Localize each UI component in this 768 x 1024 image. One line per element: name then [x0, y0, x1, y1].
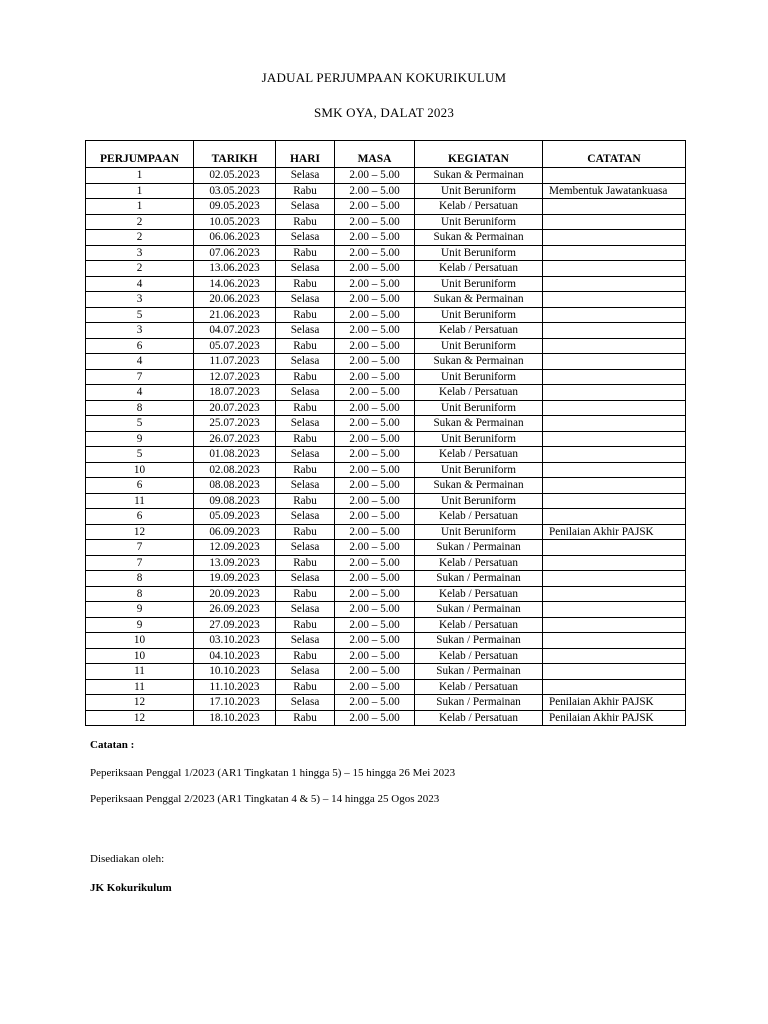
- cell-perjumpaan: 1: [86, 199, 194, 215]
- cell-tarikh: 09.05.2023: [194, 199, 276, 215]
- cell-perjumpaan: 1: [86, 183, 194, 199]
- cell-perjumpaan: 2: [86, 214, 194, 230]
- cell-kegiatan: Unit Beruniform: [415, 431, 543, 447]
- cell-perjumpaan: 7: [86, 369, 194, 385]
- cell-tarikh: 04.07.2023: [194, 323, 276, 339]
- cell-masa: 2.00 – 5.00: [335, 586, 415, 602]
- notes-heading: Catatan :: [90, 739, 135, 751]
- cell-catatan: [543, 245, 686, 261]
- table-row: [86, 369, 686, 385]
- cell-catatan: [543, 292, 686, 308]
- cell-masa: 2.00 – 5.00: [335, 385, 415, 401]
- cell-tarikh: 01.08.2023: [194, 447, 276, 463]
- cell-catatan: Penilaian Akhir PAJSK: [543, 695, 686, 711]
- cell-perjumpaan: 3: [86, 245, 194, 261]
- cell-kegiatan: Sukan / Permainan: [415, 695, 543, 711]
- cell-masa: 2.00 – 5.00: [335, 354, 415, 370]
- cell-kegiatan: Kelab / Persatuan: [415, 385, 543, 401]
- table-row: [86, 633, 686, 649]
- cell-kegiatan: Unit Beruniform: [415, 307, 543, 323]
- cell-kegiatan: Kelab / Persatuan: [415, 648, 543, 664]
- cell-catatan: [543, 230, 686, 246]
- table-row: [86, 602, 686, 618]
- cell-perjumpaan: 4: [86, 276, 194, 292]
- cell-hari: Selasa: [276, 168, 335, 184]
- cell-catatan: [543, 447, 686, 463]
- cell-tarikh: 25.07.2023: [194, 416, 276, 432]
- table-row: [86, 679, 686, 695]
- cell-catatan: [543, 493, 686, 509]
- table-row: [86, 214, 686, 230]
- cell-hari: Rabu: [276, 648, 335, 664]
- cell-masa: 2.00 – 5.00: [335, 540, 415, 556]
- cell-catatan: [543, 509, 686, 525]
- cell-kegiatan: Sukan / Permainan: [415, 664, 543, 680]
- cell-catatan: Penilaian Akhir PAJSK: [543, 524, 686, 540]
- cell-catatan: [543, 602, 686, 618]
- schedule-table-body: [86, 168, 686, 726]
- table-row: [86, 710, 686, 726]
- cell-perjumpaan: 10: [86, 462, 194, 478]
- cell-catatan: [543, 586, 686, 602]
- cell-masa: 2.00 – 5.00: [335, 400, 415, 416]
- table-row: [86, 617, 686, 633]
- cell-tarikh: 07.06.2023: [194, 245, 276, 261]
- table-row: [86, 338, 686, 354]
- table-row: [86, 168, 686, 184]
- cell-catatan: Penilaian Akhir PAJSK: [543, 710, 686, 726]
- cell-hari: Rabu: [276, 338, 335, 354]
- cell-kegiatan: Kelab / Persatuan: [415, 555, 543, 571]
- cell-tarikh: 03.10.2023: [194, 633, 276, 649]
- cell-tarikh: 11.10.2023: [194, 679, 276, 695]
- cell-hari: Selasa: [276, 416, 335, 432]
- cell-perjumpaan: 10: [86, 648, 194, 664]
- table-row: [86, 555, 686, 571]
- cell-tarikh: 18.10.2023: [194, 710, 276, 726]
- cell-tarikh: 09.08.2023: [194, 493, 276, 509]
- cell-perjumpaan: 6: [86, 338, 194, 354]
- cell-catatan: [543, 369, 686, 385]
- cell-hari: Selasa: [276, 509, 335, 525]
- cell-masa: 2.00 – 5.00: [335, 524, 415, 540]
- cell-catatan: [543, 416, 686, 432]
- table-header-row: [86, 141, 686, 168]
- cell-tarikh: 20.09.2023: [194, 586, 276, 602]
- table-row: [86, 695, 686, 711]
- cell-masa: 2.00 – 5.00: [335, 679, 415, 695]
- cell-perjumpaan: 2: [86, 261, 194, 277]
- table-row: [86, 292, 686, 308]
- cell-masa: 2.00 – 5.00: [335, 292, 415, 308]
- cell-masa: 2.00 – 5.00: [335, 617, 415, 633]
- cell-masa: 2.00 – 5.00: [335, 710, 415, 726]
- cell-hari: Selasa: [276, 664, 335, 680]
- cell-hari: Selasa: [276, 261, 335, 277]
- cell-masa: 2.00 – 5.00: [335, 648, 415, 664]
- cell-masa: 2.00 – 5.00: [335, 199, 415, 215]
- cell-kegiatan: Sukan / Permainan: [415, 540, 543, 556]
- cell-tarikh: 05.07.2023: [194, 338, 276, 354]
- cell-hari: Rabu: [276, 555, 335, 571]
- cell-catatan: [543, 679, 686, 695]
- cell-hari: Rabu: [276, 183, 335, 199]
- cell-tarikh: 08.08.2023: [194, 478, 276, 494]
- cell-catatan: [543, 354, 686, 370]
- cell-perjumpaan: 11: [86, 679, 194, 695]
- cell-hari: Rabu: [276, 586, 335, 602]
- cell-kegiatan: Unit Beruniform: [415, 369, 543, 385]
- cell-tarikh: 11.07.2023: [194, 354, 276, 370]
- cell-tarikh: 02.05.2023: [194, 168, 276, 184]
- table-row: [86, 586, 686, 602]
- cell-kegiatan: Sukan & Permainan: [415, 168, 543, 184]
- table-row: [86, 664, 686, 680]
- cell-kegiatan: Kelab / Persatuan: [415, 447, 543, 463]
- cell-hari: Rabu: [276, 400, 335, 416]
- cell-kegiatan: Kelab / Persatuan: [415, 509, 543, 525]
- table-row: [86, 648, 686, 664]
- header-kegiatan: KEGIATAN: [415, 141, 543, 168]
- cell-perjumpaan: 9: [86, 602, 194, 618]
- cell-kegiatan: Kelab / Persatuan: [415, 710, 543, 726]
- table-row: [86, 524, 686, 540]
- cell-catatan: [543, 540, 686, 556]
- cell-tarikh: 05.09.2023: [194, 509, 276, 525]
- cell-tarikh: 17.10.2023: [194, 695, 276, 711]
- cell-masa: 2.00 – 5.00: [335, 168, 415, 184]
- header-masa: MASA: [335, 141, 415, 168]
- cell-perjumpaan: 2: [86, 230, 194, 246]
- table-row: [86, 276, 686, 292]
- cell-tarikh: 20.07.2023: [194, 400, 276, 416]
- cell-catatan: [543, 307, 686, 323]
- cell-tarikh: 12.09.2023: [194, 540, 276, 556]
- table-row: [86, 230, 686, 246]
- cell-hari: Selasa: [276, 571, 335, 587]
- cell-catatan: [543, 633, 686, 649]
- cell-kegiatan: Kelab / Persatuan: [415, 323, 543, 339]
- cell-kegiatan: Unit Beruniform: [415, 338, 543, 354]
- header-catatan: CATATAN: [543, 141, 686, 168]
- cell-catatan: [543, 648, 686, 664]
- cell-kegiatan: Kelab / Persatuan: [415, 261, 543, 277]
- table-row: [86, 416, 686, 432]
- cell-hari: Selasa: [276, 199, 335, 215]
- cell-catatan: [543, 478, 686, 494]
- cell-perjumpaan: 7: [86, 555, 194, 571]
- cell-masa: 2.00 – 5.00: [335, 307, 415, 323]
- cell-kegiatan: Sukan / Permainan: [415, 571, 543, 587]
- cell-kegiatan: Sukan & Permainan: [415, 230, 543, 246]
- cell-catatan: [543, 199, 686, 215]
- cell-kegiatan: Unit Beruniform: [415, 400, 543, 416]
- cell-hari: Rabu: [276, 524, 335, 540]
- cell-kegiatan: Unit Beruniform: [415, 493, 543, 509]
- cell-masa: 2.00 – 5.00: [335, 602, 415, 618]
- cell-perjumpaan: 12: [86, 695, 194, 711]
- table-row: [86, 261, 686, 277]
- prepared-by-label: Disediakan oleh:: [90, 853, 165, 865]
- header-tarikh: TARIKH: [194, 141, 276, 168]
- cell-perjumpaan: 11: [86, 493, 194, 509]
- cell-hari: Rabu: [276, 245, 335, 261]
- cell-perjumpaan: 9: [86, 617, 194, 633]
- cell-masa: 2.00 – 5.00: [335, 245, 415, 261]
- cell-masa: 2.00 – 5.00: [335, 431, 415, 447]
- cell-perjumpaan: 8: [86, 586, 194, 602]
- cell-perjumpaan: 9: [86, 431, 194, 447]
- cell-tarikh: 10.05.2023: [194, 214, 276, 230]
- cell-catatan: [543, 276, 686, 292]
- cell-hari: Rabu: [276, 369, 335, 385]
- cell-perjumpaan: 6: [86, 509, 194, 525]
- cell-hari: Selasa: [276, 540, 335, 556]
- note-exam-term-2: Peperiksaan Penggal 2/2023 (AR1 Tingkatan 4 & 5) – 14 hingga 25 Ogos 2023: [90, 793, 440, 805]
- cell-catatan: [543, 214, 686, 230]
- cell-masa: 2.00 – 5.00: [335, 555, 415, 571]
- cell-tarikh: 18.07.2023: [194, 385, 276, 401]
- cell-masa: 2.00 – 5.00: [335, 664, 415, 680]
- table-row: [86, 183, 686, 199]
- cell-masa: 2.00 – 5.00: [335, 338, 415, 354]
- cell-catatan: [543, 168, 686, 184]
- document-subtitle: SMK OYA, DALAT 2023: [313, 105, 455, 120]
- cell-kegiatan: Unit Beruniform: [415, 214, 543, 230]
- cell-catatan: [543, 555, 686, 571]
- cell-kegiatan: Sukan & Permainan: [415, 292, 543, 308]
- cell-hari: Selasa: [276, 292, 335, 308]
- cell-catatan: [543, 462, 686, 478]
- cell-kegiatan: Sukan & Permainan: [415, 416, 543, 432]
- table-row: [86, 509, 686, 525]
- table-row: [86, 571, 686, 587]
- cell-hari: Selasa: [276, 354, 335, 370]
- cell-tarikh: 13.09.2023: [194, 555, 276, 571]
- cell-hari: Rabu: [276, 214, 335, 230]
- cell-catatan: Membentuk Jawatankuasa: [543, 183, 686, 199]
- cell-tarikh: 19.09.2023: [194, 571, 276, 587]
- document-title: JADUAL PERJUMPAAN KOKURIKULUM: [261, 70, 507, 85]
- cell-perjumpaan: 12: [86, 524, 194, 540]
- cell-hari: Selasa: [276, 447, 335, 463]
- cell-hari: Selasa: [276, 633, 335, 649]
- cell-perjumpaan: 5: [86, 307, 194, 323]
- table-row: [86, 400, 686, 416]
- cell-hari: Selasa: [276, 323, 335, 339]
- cell-hari: Selasa: [276, 385, 335, 401]
- cell-perjumpaan: 6: [86, 478, 194, 494]
- cell-tarikh: 27.09.2023: [194, 617, 276, 633]
- cell-perjumpaan: 7: [86, 540, 194, 556]
- cell-tarikh: 26.07.2023: [194, 431, 276, 447]
- cell-catatan: [543, 261, 686, 277]
- cell-masa: 2.00 – 5.00: [335, 695, 415, 711]
- cell-tarikh: 21.06.2023: [194, 307, 276, 323]
- cell-kegiatan: Kelab / Persatuan: [415, 617, 543, 633]
- table-row: [86, 354, 686, 370]
- cell-hari: Rabu: [276, 462, 335, 478]
- cell-kegiatan: Unit Beruniform: [415, 245, 543, 261]
- cell-masa: 2.00 – 5.00: [335, 416, 415, 432]
- cell-catatan: [543, 617, 686, 633]
- cell-hari: Rabu: [276, 493, 335, 509]
- cell-hari: Selasa: [276, 695, 335, 711]
- cell-kegiatan: Kelab / Persatuan: [415, 679, 543, 695]
- cell-catatan: [543, 571, 686, 587]
- cell-catatan: [543, 323, 686, 339]
- schedule-table: [85, 140, 686, 726]
- cell-perjumpaan: 8: [86, 400, 194, 416]
- table-row: [86, 199, 686, 215]
- cell-kegiatan: Sukan / Permainan: [415, 633, 543, 649]
- table-row: [86, 245, 686, 261]
- cell-kegiatan: Unit Beruniform: [415, 524, 543, 540]
- cell-perjumpaan: 12: [86, 710, 194, 726]
- cell-hari: Rabu: [276, 431, 335, 447]
- table-row: [86, 478, 686, 494]
- cell-masa: 2.00 – 5.00: [335, 493, 415, 509]
- cell-hari: Selasa: [276, 478, 335, 494]
- cell-kegiatan: Sukan & Permainan: [415, 354, 543, 370]
- prepared-by-name: JK Kokurikulum: [90, 882, 172, 894]
- cell-tarikh: 10.10.2023: [194, 664, 276, 680]
- cell-perjumpaan: 5: [86, 416, 194, 432]
- cell-kegiatan: Unit Beruniform: [415, 276, 543, 292]
- cell-catatan: [543, 338, 686, 354]
- cell-tarikh: 26.09.2023: [194, 602, 276, 618]
- cell-perjumpaan: 1: [86, 168, 194, 184]
- cell-perjumpaan: 4: [86, 385, 194, 401]
- cell-perjumpaan: 11: [86, 664, 194, 680]
- cell-hari: Selasa: [276, 602, 335, 618]
- cell-kegiatan: Sukan & Permainan: [415, 478, 543, 494]
- cell-masa: 2.00 – 5.00: [335, 462, 415, 478]
- cell-hari: Selasa: [276, 230, 335, 246]
- cell-tarikh: 03.05.2023: [194, 183, 276, 199]
- cell-hari: Rabu: [276, 307, 335, 323]
- cell-masa: 2.00 – 5.00: [335, 478, 415, 494]
- cell-perjumpaan: 4: [86, 354, 194, 370]
- cell-catatan: [543, 385, 686, 401]
- cell-catatan: [543, 400, 686, 416]
- cell-masa: 2.00 – 5.00: [335, 214, 415, 230]
- cell-tarikh: 12.07.2023: [194, 369, 276, 385]
- cell-hari: Rabu: [276, 276, 335, 292]
- table-row: [86, 540, 686, 556]
- table-row: [86, 323, 686, 339]
- cell-tarikh: 02.08.2023: [194, 462, 276, 478]
- note-exam-term-1: Peperiksaan Penggal 1/2023 (AR1 Tingkatan 1 hingga 5) – 15 hingga 26 Mei 2023: [90, 767, 456, 779]
- cell-masa: 2.00 – 5.00: [335, 183, 415, 199]
- cell-masa: 2.00 – 5.00: [335, 261, 415, 277]
- cell-tarikh: 13.06.2023: [194, 261, 276, 277]
- header-hari: HARI: [276, 141, 335, 168]
- cell-tarikh: 14.06.2023: [194, 276, 276, 292]
- cell-masa: 2.00 – 5.00: [335, 509, 415, 525]
- cell-perjumpaan: 5: [86, 447, 194, 463]
- cell-tarikh: 06.09.2023: [194, 524, 276, 540]
- cell-tarikh: 20.06.2023: [194, 292, 276, 308]
- cell-masa: 2.00 – 5.00: [335, 323, 415, 339]
- table-row: [86, 431, 686, 447]
- cell-perjumpaan: 3: [86, 292, 194, 308]
- cell-perjumpaan: 8: [86, 571, 194, 587]
- cell-masa: 2.00 – 5.00: [335, 633, 415, 649]
- cell-kegiatan: Kelab / Persatuan: [415, 199, 543, 215]
- cell-kegiatan: Unit Beruniform: [415, 183, 543, 199]
- cell-perjumpaan: 10: [86, 633, 194, 649]
- header-perjumpaan: PERJUMPAAN: [86, 141, 194, 168]
- cell-catatan: [543, 431, 686, 447]
- cell-hari: Rabu: [276, 679, 335, 695]
- table-row: [86, 385, 686, 401]
- cell-tarikh: 04.10.2023: [194, 648, 276, 664]
- cell-masa: 2.00 – 5.00: [335, 571, 415, 587]
- table-row: [86, 307, 686, 323]
- cell-kegiatan: Sukan / Permainan: [415, 602, 543, 618]
- cell-masa: 2.00 – 5.00: [335, 276, 415, 292]
- cell-masa: 2.00 – 5.00: [335, 230, 415, 246]
- cell-tarikh: 06.06.2023: [194, 230, 276, 246]
- cell-catatan: [543, 664, 686, 680]
- cell-hari: Rabu: [276, 710, 335, 726]
- table-row: [86, 493, 686, 509]
- cell-kegiatan: Unit Beruniform: [415, 462, 543, 478]
- cell-hari: Rabu: [276, 617, 335, 633]
- cell-masa: 2.00 – 5.00: [335, 447, 415, 463]
- cell-masa: 2.00 – 5.00: [335, 369, 415, 385]
- table-row: [86, 462, 686, 478]
- cell-perjumpaan: 3: [86, 323, 194, 339]
- cell-kegiatan: Kelab / Persatuan: [415, 586, 543, 602]
- table-row: [86, 447, 686, 463]
